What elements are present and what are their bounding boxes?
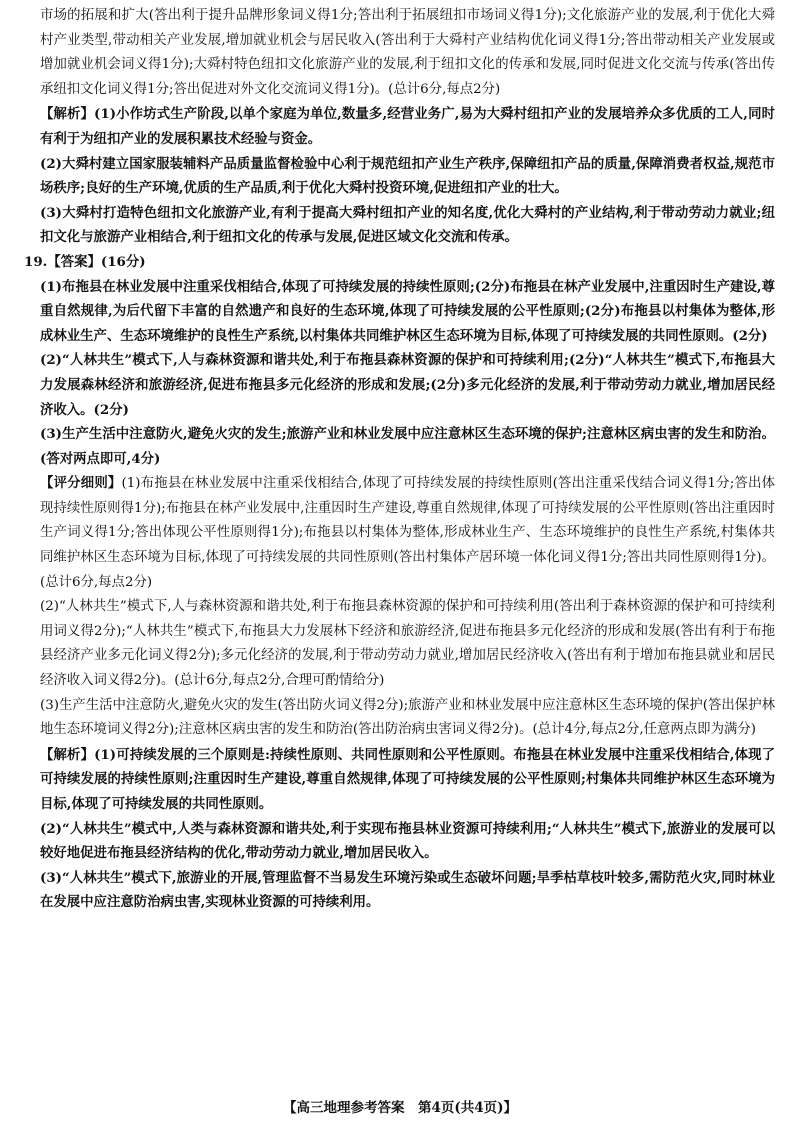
answer-content [24, 4, 776, 915]
paragraph-text: (3)生产生活中注意防火,避免火灾的发生;旅游产业和林业发展中应注意林区生态环境的保护;注意林区病虫害的发生和防治。(答对两点即可,4分) [40, 426, 775, 467]
section-tag: 【评分细则】 [40, 475, 122, 492]
paragraph-text: (16分) [100, 253, 146, 270]
answer-paragraph [40, 201, 775, 250]
paragraph-text: (1)可持续发展的三个原则是:持续性原则、共同性原则和公平性原则。布拖县在林业发展中注重采伐相结合,体现了可持续发展的持续性原则;注重因时生产建设,尊重自然规律,体现了可持续发展的公平性原则;村集体共同维护林区生态环境为目标,体现了可持续发展的共同性原则。 [40, 746, 776, 812]
paragraph-text: (2)“人林共生”模式下,人与森林资源和谐共处,利于布拖县森林资源的保护和可持续利用(答出利于森林资源的保护和可持续利用词义得2分);“人林共生”模式下,布拖县大力发展林下经济和旅游经济,促进布拖县多元化经济的形成和发展(答出有利于布拖县经济产业多元化词义得2分);多元化经济的发展,利于带动劳动力就业,增加居民经济收入(答出有利于增加布拖县就业和居民经济收入词义得2分)。(总计6分,每点2分,合理可酌情给分) [40, 599, 775, 689]
section-tag: 【解析】 [40, 746, 95, 763]
paragraph-text: (1)布拖县在林业发展中注重采伐相结合,体现了可持续发展的持续性原则(答出注重采伐结合词义得1分;答出体现持续性原则得1分);布拖县在林产业发展中,注重因时生产建设,尊重自然规律,体现了可持续发展的公平性原则(答出注重因时生产词义得1分;答出体现公平性原则得1分);布拖县以村集体为整体,形成林业生产、生态环境维护的良性生产系统,村集体共同维护林区生态环境为目标,体现了可持续发展的共同性原则(答出村集体产居环境一体化词义得1分;答出共同性原则得1分)。(总计6分,每点2分) [40, 476, 775, 590]
paragraph-text: (3)生产生活中注意防火,避免火灾的发生(答出防火词义得2分);旅游产业和林业发展中应注意林区生态环境的保护(答出保护林地生态环境词义得2分);注意林区病虫害的发生和防治(答出防治病虫害词义得2分)。(总计4分,每点2分,任意两点即为满分) [40, 697, 775, 738]
paragraph-text: (3)大舜村打造特色纽扣文化旅游产业,有利于提高大舜村纽扣产业的知名度,优化大舜村的产业结构,利于带动劳动力就业;纽扣文化与旅游产业相结合,利于纽扣文化的传承与发展,促进区域文化交流和传承。 [40, 204, 775, 246]
section-tag: 19.【答案】 [24, 253, 101, 270]
answer-paragraph [40, 817, 775, 866]
section-tag: 【解析】 [40, 106, 95, 123]
answer-paragraph [40, 348, 775, 422]
page-footer: 【高三地理参考答案 第4页(共4页)】 [282, 1100, 518, 1116]
paragraph-text: 市场的拓展和扩大(答出利于提升品牌形象词义得1分;答出利于拓展纽扣市场词义得1分);文化旅游产业的发展,利于优化大舜村产业类型,带动相关产业发展,增加就业机会与居民收入(答出利于大舜村产业结构优化词义得1分;答出带动相关产业发展或增加就业机会词义得1分);大舜村特色纽扣文化旅游产业的发展,利于纽扣文化的传承和发展,同时促进文化交流与传承(答出传承纽扣文化词义得1分;答出促进对外文化交流词义得1分)。(总计6分,每点2分) [40, 8, 775, 97]
answer-paragraph [40, 275, 775, 349]
answer-paragraph [40, 595, 775, 693]
answer-paragraph [24, 250, 775, 275]
answer-paragraph [40, 471, 775, 595]
answer-paragraph [40, 743, 775, 817]
answer-paragraph [40, 866, 775, 915]
answer-paragraph [40, 422, 775, 471]
paragraph-text: (2)“人林共生”模式下,人与森林资源和谐共处,利于布拖县森林资源的保护和可持续利用;(2分)“人林共生”模式下,布拖县大力发展森林经济和旅游经济,促进布拖县多元化经济的形成和发展;(2分)多元化经济的发展,利于带动劳动力就业,增加居民经济收入。(2分) [40, 352, 775, 418]
paragraph-text: (3)“人林共生”模式下,旅游业的开展,管理监督不当易发生环境污染或生态破坏问题;旱季枯草枝叶较多,需防范火灾,同时林业在发展中应注意防治病虫害,实现林业资源的可持续利用。 [40, 869, 775, 911]
paragraph-text: (2)“人林共生”模式中,人类与森林资源和谐共处,利于实现布拖县林业资源可持续利用;“人林共生”模式下,旅游业的发展可以较好地促进布拖县经济结构的优化,带动劳动力就业,增加居民收入。 [40, 820, 775, 862]
paragraph-text: (1)布拖县在林业发展中注重采伐相结合,体现了可持续发展的持续性原则;(2分)布拖县在林产业发展中,注重因时生产建设,尊重自然规律,为后代留下丰富的自然遗产和良好的生态环境,体现了可持续发展的公平性原则;(2分)布拖县以村集体为整体,形成林业生产、生态环境维护的良性生产系统,以村集体共同维护林区生态环境为目标,体现了可持续发展的共同性原则。(2分) [40, 278, 775, 344]
answer-paragraph [40, 4, 775, 102]
answer-paragraph [40, 152, 775, 201]
answer-paragraph [40, 102, 775, 151]
paragraph-text: (1)小作坊式生产阶段,以单个家庭为单位,数量多,经营业务广,易为大舜村纽扣产业的发展培养众多优质的工人,同时有利于为纽扣产业的发展积累技术经验与资金。 [40, 106, 775, 147]
answer-paragraph [40, 694, 775, 743]
paragraph-text: (2)大舜村建立国家服装辅料产品质量监督检验中心利于规范纽扣产业生产秩序,保障纽扣产品的质量,保障消费者权益,规范市场秩序;良好的生产环境,优质的生产品质,利于优化大舜村投资环境,促进纽扣产业的壮大。 [40, 155, 775, 197]
